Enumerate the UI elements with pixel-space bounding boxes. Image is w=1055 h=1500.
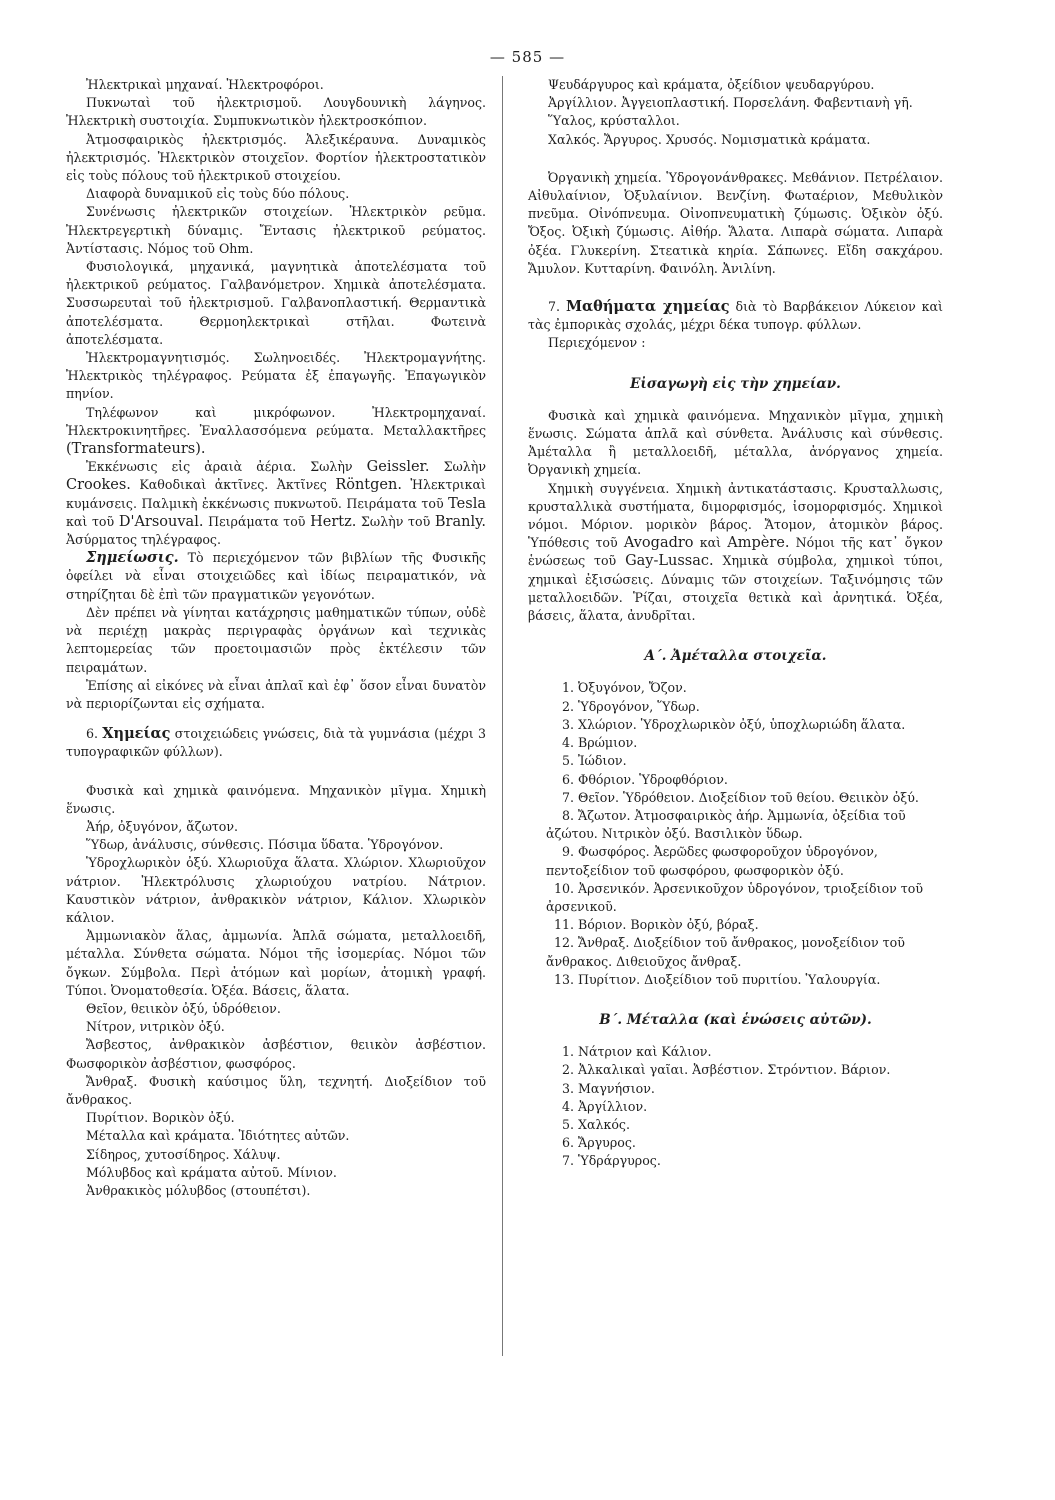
item-number: 7. — [561, 789, 574, 805]
item-text: Ὑδράργυρος. — [578, 1153, 661, 1169]
paragraph: Θεῖον, θειικὸν ὀξύ, ὑδρόθειον. — [86, 1000, 281, 1016]
paragraph: Ἀμμωνιακὸν ἅλας, ἀμμωνία. Ἁπλᾶ σώματα, μεταλλοειδῆ, μέταλλα. Σύνθετα σώματα. Νόμοι τῆς ἰσομερίας. Νόμοι τῶν ὄγκων. Σύμβολα. Περὶ ἀτόμων καὶ μορίων, ἀτομικὴ γραφή. Τύποι. Ὀνοματοθεσία. Ὀξέα. Βάσεις, ἅλατα. — [66, 928, 486, 998]
foreign-term: Gay-Lussac. — [625, 553, 714, 570]
list-item — [528, 1134, 943, 1152]
list-item — [528, 1098, 943, 1116]
section-number: 6. — [86, 726, 99, 742]
item-number: 4. — [561, 1098, 574, 1114]
item-number: 5. — [561, 753, 574, 769]
metals-list — [528, 1043, 943, 1170]
item-number: 6. — [561, 771, 574, 787]
page-number: — 585 — — [489, 48, 566, 66]
item-text: Ἀργίλλιον. — [578, 1098, 648, 1114]
text: Πειράματα τοῦ — [208, 513, 306, 529]
paragraph: Φυσικὰ καὶ χημικὰ φαινόμενα. Μηχανικὸν μῖγμα. Χημικὴ ἕνωσις. — [66, 782, 486, 816]
list-item — [528, 971, 943, 989]
list-item — [528, 1116, 943, 1134]
item-text: Ἰώδιον. — [578, 753, 627, 769]
left-column — [66, 76, 486, 1200]
list-item — [528, 1061, 943, 1079]
item-number: 4. — [561, 735, 574, 751]
item-number: 2. — [561, 1062, 574, 1078]
list-item — [528, 679, 943, 697]
paragraph: Ψευδάργυρος καὶ κράματα, ὀξείδιον ψευδαργύρου. — [548, 77, 875, 92]
paragraph: Ὕδωρ, ἀνάλυσις, σύνθεσις. Πόσιμα ὕδατα. Ὑδρογόνον. — [86, 837, 444, 853]
section-title: Μαθήματα χημείας — [565, 298, 730, 316]
item-text: Φθόριον. Ὑδροφθόριον. — [578, 771, 728, 787]
list-item — [528, 698, 943, 716]
foreign-term: Crookes. — [66, 477, 131, 494]
item-text: Ἄνθραξ. Διοξείδιον τοῦ ἄνθρακος, μονοξείδιον τοῦ ἄνθρακος. Διθειοῦχος ἄνθραξ. — [546, 935, 905, 969]
item-text: Ἀρσενικόν. Ἀρσενικοῦχον ὑδρογόνον, τριοξείδιον τοῦ ἀρσενικοῦ. — [546, 880, 924, 914]
paragraph: Συνένωσις ἠλεκτρικῶν στοιχείων. Ἠλεκτρικὸν ρεῦμα. Ἠλεκτρεγερτικὴ δύναμις. Ἔντασις ἠλεκτρικοῦ ρεύματος. Ἀντίστασις. Νόμος τοῦ Ohm. — [66, 204, 486, 256]
text: Σωλὴν — [443, 459, 486, 475]
item-text: Ἀλκαλικαὶ γαῖαι. Ἀσβέστιον. Στρόντιον. Βάριον. — [578, 1062, 891, 1078]
text: στοιχειώδεις γνώσεις, διὰ τὰ γυμνάσια (μέχρι 3 τυπογραφικῶν φύλλων). — [66, 726, 486, 760]
item-number: 1. — [561, 1044, 574, 1060]
list-item — [528, 734, 943, 752]
list-item — [528, 807, 943, 843]
paragraph: Ἄσβεστος, ἀνθρακικὸν ἀσβέστιον, θειικὸν ἀσβέστιον. Φωσφορικὸν ἀσβέστιον, φωσφόρος. — [66, 1037, 486, 1071]
item-text: Χλώριον. Ὑδροχλωρικὸν ὀξύ, ὑποχλωριώδη ἅλατα. — [578, 716, 906, 732]
paragraph: Μόλυβδος καὶ κράματα αὐτοῦ. Μίνιον. — [86, 1164, 337, 1180]
paragraph: Φυσιολογικά, μηχανικά, μαγνητικὰ ἀποτελέσματα τοῦ ἠλεκτρικοῦ ρεύματος. Γαλβανόμετρον. Χημικὰ ἀποτελέσματα. Συσσωρευταὶ τοῦ ἠλεκτρισμοῦ. Γαλβανοπλαστική. Θερμαντικὰ ἀποτελέσματα. Θερμοηλεκτρικαὶ στῆλαι. Φωτεινὰ ἀποτελέσματα. — [66, 259, 486, 347]
foreign-term: (Transformateurs). — [66, 441, 206, 458]
paragraph: Ἀνθρακικὸς μόλυβδος (στουπέτσι). — [86, 1182, 311, 1198]
foreign-term: Ampère. — [727, 535, 790, 552]
item-text: Ὀξυγόνον, Ὄζον. — [578, 680, 687, 696]
list-item — [528, 752, 943, 770]
section-heading — [528, 298, 943, 334]
paragraph: Μέταλλα καὶ κράματα. Ἰδιότητες αὐτῶν. — [86, 1128, 350, 1144]
list-item — [528, 716, 943, 734]
subsection-heading: Α΄. Ἀμέταλλα στοιχεῖα. — [644, 648, 827, 665]
paragraph: Ὑδροχλωρικὸν ὀξύ. Χλωριοῦχα ἅλατα. Χλώριον. Χλωριοῦχον νάτριον. Ἠλεκτρόλυσις χλωριούχου νατρίου. Νάτριον. Καυστικὸν νάτριον, ἀνθρακικὸν νάτριον, Κάλιον. Χλωρικὸν κάλιον. — [66, 855, 486, 925]
list-item — [528, 1080, 943, 1098]
paragraph: Νίτρον, νιτρικὸν ὀξύ. — [86, 1019, 225, 1035]
text: Καθοδικαὶ ἀκτῖνες. Ἀκτῖνες — [139, 477, 327, 493]
paragraph: Δὲν πρέπει νὰ γίνηται κατάχρησις μαθηματικῶν τύπων, οὐδὲ νὰ περιέχῃ μακρὰς περιγραφὰς ὀργάνων καὶ τεχνικὰς λεπτομερείας τῶν προετοιμασιῶν πρὸς ἐκτέλεσιν τῶν πειραμάτων. — [66, 604, 486, 675]
text: Ἀσύρματος τηλέγραφος. — [66, 532, 221, 548]
paragraph: Ἐπίσης αἱ εἰκόνες νὰ εἶναι ἁπλαῖ καὶ ἐφ᾿ ὅσον εἶναι δυνατὸν νὰ περιορίζωνται εἰς σχήματα. — [66, 677, 486, 711]
item-text: Πυρίτιον. Διοξείδιον τοῦ πυριτίου. Ὑαλουργία. — [578, 971, 881, 987]
paragraph: Ἀτμοσφαιρικὸς ἠλεκτρισμός. Ἀλεξικέραυνα. Δυναμικὸς ἠλεκτρισμός. Ἠλεκτρικὸν στοιχεῖον. Φορτίον ἠλεκτροστατικὸν εἰς τοὺς πόλους τοῦ ἠλεκτρικοῦ στοιχείου. — [66, 131, 486, 184]
item-text: Βρώμιον. — [578, 735, 638, 751]
paragraph — [66, 404, 486, 459]
paragraph: Ὀργανικὴ χημεία. Ὑδρογονάνθρακες. Μεθάνιον. Πετρέλαιον. Αἰθυλαίνιον, Ὀξυλαίνιον. Βενζίνη. Φωταέριον, Μεθυλικὸν πνεῦμα. Οἰνόπνευμα. Οἰνοπνευματικὴ ζύμωσις. Ὀξικὸν ὀξύ. Ὄξος. Ὀξικὴ ζύμωσις. Αἰθήρ. Ἅλατα. Λιπαρὰ σώματα. Λιπαρὰ ὀξέα. Γλυκερίνη. Στεατικὰ κηρία. Σάπωνες. Εἴδη σακχάρου. Ἄμυλον. Κυτταρίνη. Φαινόλη. Ἀνιλίνη. — [528, 169, 943, 276]
text: Νόμοι τῆς κατ᾿ ὄγκον ἑνώσεως τοῦ — [528, 535, 943, 569]
paragraph: Ἀήρ, ὀξυγόνον, ἄζωτον. — [86, 818, 239, 834]
list-item — [528, 880, 943, 916]
list-item — [528, 1043, 943, 1061]
column-divider — [502, 76, 503, 1356]
list-item — [528, 789, 943, 807]
item-number: 13. — [553, 971, 574, 987]
text: Σωλὴν τοῦ — [361, 513, 431, 529]
paragraph: Ἄνθραξ. Φυσικὴ καύσιμος ὕλη, τεχνητή. Διοξείδιον τοῦ ἄνθρακος. — [66, 1073, 486, 1107]
note-label: Σημείωσις. — [86, 549, 179, 567]
note-paragraph — [66, 549, 486, 604]
item-number: 9. — [561, 844, 574, 860]
paragraph: Διαφορὰ δυναμικοῦ εἰς τοὺς δύο πόλους. — [86, 186, 350, 202]
text: διὰ τὸ Βαρβάκειον Λύκειον καὶ τὰς ἐμπορικὰς σχολάς, μέχρι δέκα τυπογρ. φύλλων. — [528, 299, 943, 333]
paragraph: Πυρίτιον. Βορικὸν ὀξύ. — [86, 1110, 235, 1126]
foreign-term: D'Arsouval. — [118, 513, 204, 530]
list-item — [528, 771, 943, 789]
paragraph: Ὕαλος, κρύσταλλοι. — [548, 113, 680, 129]
item-text: Βόριον. Βορικὸν ὀξύ, βόραξ. — [578, 917, 759, 933]
paragraph — [528, 480, 943, 626]
item-text: Χαλκός. — [578, 1116, 630, 1132]
item-text: Ὑδρογόνον, Ὕδωρ. — [578, 698, 700, 714]
list-item — [528, 916, 943, 934]
section-heading — [66, 725, 486, 761]
item-number: 10. — [553, 880, 574, 896]
item-number: 3. — [561, 716, 574, 732]
section-number: 7. — [548, 299, 561, 315]
text: καὶ τοῦ — [66, 513, 115, 529]
section-title: Χημείας — [102, 725, 171, 743]
item-text: Θεῖον. Ὑδρόθειον. Διοξείδιον τοῦ θείου. Θειικὸν ὀξύ. — [578, 789, 919, 805]
subsection-heading: Β΄. Μέταλλα (καὶ ἑνώσεις αὐτῶν). — [599, 1011, 872, 1028]
text: Ἐκκένωσις εἰς ἀραιὰ ἀέρια. Σωλὴν — [86, 459, 353, 475]
list-item — [528, 934, 943, 970]
paragraph: Περιεχόμενον : — [548, 335, 646, 351]
subsection-heading: Εἰσαγωγὴ εἰς τὴν χημείαν. — [630, 375, 841, 392]
item-text: Ἄζωτον. Ἀτμοσφαιρικὸς ἀήρ. Ἀμμωνία, ὀξείδια τοῦ ἀζώτου. Νιτρικὸν ὀξύ. Βασιλικὸν ὕδωρ. — [546, 807, 906, 842]
list-item — [528, 1152, 943, 1170]
item-text: Φωσφόρος. Ἀερῶδες φωσφοροῦχον ὑδρογόνον, πεντοξείδιον τοῦ φωσφόρου, φωσφορικὸν ὀξύ. — [546, 844, 878, 878]
paragraph: Ἠλεκτρικαὶ μηχαναί. Ἠλεκτροφόροι. — [86, 77, 324, 92]
nonmetals-list — [528, 679, 943, 988]
text: Τὸ περιεχόμενον τῶν βιβλίων τῆς Φυσικῆς ὀφείλει νὰ εἶναι στοιχειῶδες καὶ ἰδίως πειραματικόν, νὰ στηρίζηται δὲ ἐπὶ τῶν πραγματικῶν γεγονότων. — [66, 550, 486, 602]
item-number: 7. — [561, 1153, 574, 1169]
foreign-term: Branly. — [434, 513, 486, 530]
item-number: 6. — [561, 1135, 574, 1151]
foreign-term: Tesla — [448, 495, 486, 512]
item-number: 2. — [561, 698, 574, 714]
item-number: 8. — [561, 807, 574, 823]
item-text: Ἄργυρος. — [578, 1135, 636, 1151]
foreign-term: Geissler. — [366, 459, 430, 476]
paragraph: Σίδηρος, χυτοσίδηρος. Χάλυψ. — [86, 1146, 281, 1162]
text: Χημικὴ συγγένεια. Χημικὴ ἀντικατάστασις. Κρυσταλλωσις, κρυσταλλικὰ συστήματα, διμορφισμός, ἰσομορφισμός. Χημικοὶ νόμοι. Μόριον. μορικὸν βάρος. Ἄτομον, ἀτομικὸν βάρος. Ὑπόθεσις τοῦ — [528, 480, 943, 551]
item-number: 11. — [553, 917, 574, 933]
paragraph: Πυκνωταὶ τοῦ ἠλεκτρισμοῦ. Λουγδουνικὴ λάγηνος. Ἠλεκτρικὴ συστοιχία. Συμπυκνωτικὸν ἠλεκτροσκόπιον. — [66, 95, 486, 129]
list-item — [528, 843, 943, 879]
item-number: 1. — [561, 680, 574, 696]
text: Ἠλεκτρικαὶ κυμάνσεις. Παλμικὴ ἐκκένωσις πυκνωτοῦ. Πειράματα τοῦ — [66, 477, 486, 511]
item-number: 12. — [553, 935, 574, 951]
foreign-term: Röntgen. — [335, 477, 402, 494]
item-number: 5. — [561, 1116, 574, 1132]
paragraph — [66, 458, 486, 549]
foreign-term: Avogadro — [623, 535, 694, 552]
text: καὶ — [699, 535, 722, 551]
paragraph: Ἀργίλλιον. Ἀγγειοπλαστική. Πορσελάνη. Φαβεντιανὴ γῆ. — [548, 95, 913, 111]
paragraph: Ἠλεκτρομαγνητισμός. Σωληνοειδές. Ἠλεκτρομαγνήτης. Ἠλεκτρικὸς τηλέγραφος. Ρεύματα ἐξ ἐπαγωγῆς. Ἐπαγωγικὸν πηνίον. — [66, 350, 486, 402]
text: Τηλέφωνον καὶ μικρόφωνον. Ἠλεκτρομηχαναί. Ἠλεκτροκινητῆρες. Ἐναλλασσόμενα ρεύματα. Μεταλλακτῆρες — [66, 404, 486, 438]
right-column — [528, 76, 943, 1171]
item-number: 3. — [561, 1080, 574, 1096]
text: Χημικὰ σύμβολα, χημικοὶ τύποι, χημικαὶ ἐξισώσεις. Δύναμις τῶν στοιχείων. Ταξινόμησις τῶν μεταλλοειδῶν. Ῥίζαι, στοιχεῖα θετικὰ καὶ ἀρνητικά. Ὀξέα, βάσεις, ἅλατα, ἀνυδρῖται. — [528, 553, 943, 624]
foreign-term: Hertz. — [310, 513, 357, 530]
item-text: Νάτριον καὶ Κάλιον. — [578, 1044, 712, 1060]
paragraph: Χαλκός. Ἄργυρος. Χρυσός. Νομισματικὰ κράματα. — [548, 131, 871, 147]
paragraph: Φυσικὰ καὶ χημικὰ φαινόμενα. Μηχανικὸν μῖγμα, χημικὴ ἕνωσις. Σώματα ἁπλᾶ καὶ σύνθετα. Ἀνάλυσις καὶ σύνθεσις. Ἀμέταλλα ἢ μεταλλοειδῆ, μέταλλα, ἀνόργανος χημεία. Ὀργανικὴ χημεία. — [528, 407, 943, 478]
item-text: Μαγνήσιον. — [578, 1080, 655, 1096]
